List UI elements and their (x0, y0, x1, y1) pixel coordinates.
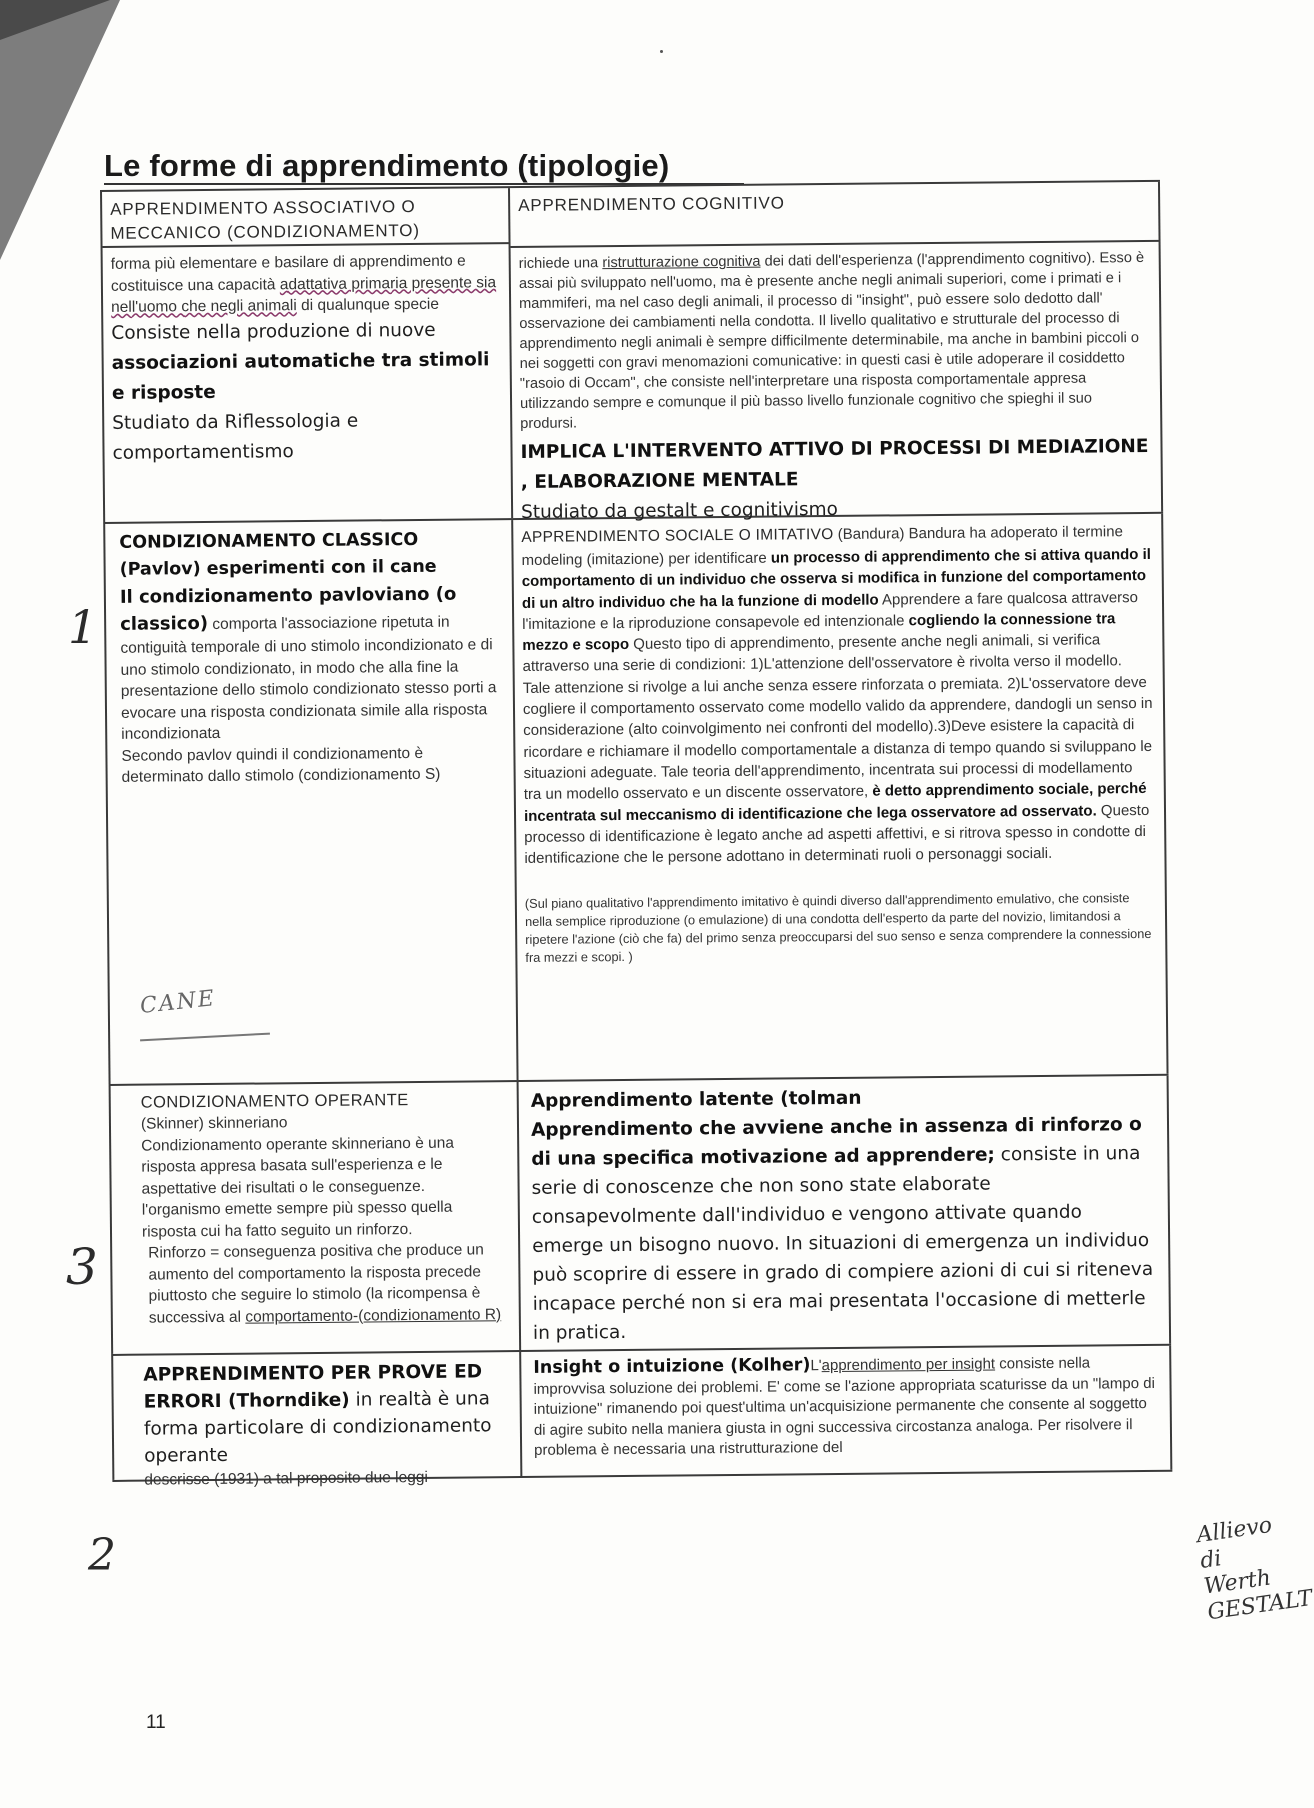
handwritten-cane: CANE (138, 986, 218, 1019)
scan-speck (660, 50, 663, 53)
handwritten-number-2: 2 (88, 1530, 116, 1581)
classico-text-1 (120, 580, 504, 745)
operante-heading: CONDIZIONAMENTO OPERANTE (140, 1091, 409, 1112)
handwritten-number-1: 1 (68, 600, 98, 654)
cell-insight (521, 1346, 1172, 1476)
insight-text-1u: apprendimento per insight (821, 1355, 996, 1375)
table-row (109, 1076, 1172, 1356)
header-cognitivo (510, 182, 1159, 248)
operante-text-1: (Skinner) skinneriano (140, 1114, 288, 1133)
sociale-bold-3: è detto apprendimento sociale, perché incentrata sul meccanismo di identificazione che lega osservatore ad osservato. (523, 780, 1147, 825)
cognitivo-text-1a: richiede una (518, 255, 603, 272)
operante-text-3 (142, 1239, 509, 1329)
cognitivo-text-2: IMPLICA L'INTERVENTO ATTIVO DI PROCESSI DI MEDIAZIONE , ELABORAZIONE MENTALE (520, 435, 1149, 493)
sociale-text-2: Apprendere a fare qualcosa attraverso l'imitazione e la riproduzione consapevole ed intenzionale (522, 588, 1139, 633)
heading-associativo: APPRENDIMENTO ASSOCIATIVO O MECCANICO (CONDIZIONAMENTO) (110, 196, 420, 243)
table-row (103, 514, 1168, 1086)
classico-bold-1: Il condizionamento pavloviano (o classico) (119, 583, 457, 635)
heading-cognitivo: APPRENDIMENTO COGNITIVO (518, 193, 785, 215)
latente-text (531, 1110, 1159, 1348)
cognitivo-text-1 (519, 248, 1151, 434)
classico-subheading: (Pavlov) esperimenti con il cane (119, 556, 437, 580)
operante-text-3-underlined: comportamento-(condizionamento R) (245, 1305, 502, 1326)
header-associativo (102, 188, 509, 248)
operante-text-2: Condizionamento operante skinneriano è una risposta appresa basata sull'esperienza e le aspettative dei risultati o le conseguenze. l'organismo emette sempre più spesso quella risposta cui ha fatto seguito un rinforzo. (141, 1134, 455, 1241)
latente-text-1: consiste in una serie di conoscenze che non sono state elaborate consapevolmente dall'individuo e vengono attivate quando emerge un bisogno nuovo. In situazioni di emergenza un individuo può scoprire di essere in grado di compiere azioni di cui si riteneva incapace perché non si era mai presentata l'occasione di metterle in pratica. (531, 1143, 1154, 1344)
page-number: 11 (146, 1712, 166, 1733)
learning-types-table (100, 180, 1172, 1489)
sociale-heading: APPRENDIMENTO SOCIALE O IMITATIVO (521, 525, 834, 546)
sociale-text (521, 520, 1154, 869)
insight-text (533, 1352, 1160, 1462)
associativo-text-2a: Consiste nella produzione di nuove (111, 319, 436, 344)
associativo-text-2b: associazioni automatiche tra stimoli e risposte (111, 348, 490, 404)
cell-operante (109, 1082, 522, 1354)
associativo-text-1b: adattativa primaria presente sia nell'uomo che negli animali (111, 273, 497, 316)
table-row (100, 180, 1163, 524)
cognitivo-text-1b: ristrutturazione cognitiva (602, 253, 761, 272)
cognitivo-text-3: Studiato da gestalt e cognitivismo (521, 498, 839, 523)
prove-errori-heading: APPRENDIMENTO PER PROVE ED ERRORI (Thorndike) (143, 1361, 483, 1413)
latente-heading: Apprendimento latente (tolman (530, 1087, 862, 1112)
scan-corner-dark (0, 0, 110, 40)
sociale-bold-1: un processo di apprendimento che si attiva quando il comportamento di un individuo che osserva si modifica in funzione del comportamento di un altro individuo che ha la funzione di modello (521, 545, 1151, 612)
prove-errori-text-2: descrisse (1931) a tal proposito due leggi (144, 1468, 428, 1489)
associativo-text-3: Studiato da Riflessologia e comportamentismo (112, 410, 359, 464)
cell-prove-errori (111, 1352, 522, 1489)
handwritten-margin-note: Allievo di Werth GESTALT (1195, 1512, 1314, 1626)
operante-text-3-body: Rinforzo = conseguenza positiva che produce un aumento del comportamento la risposta precede piuttosto che seguire lo stimolo (la ricompensa è successiva al (148, 1241, 484, 1327)
associativo-text-1c: di qualunque specie (296, 295, 440, 315)
classico-heading: CONDIZIONAMENTO CLASSICO (119, 529, 419, 553)
sociale-bold-2: cogliendo la connessione tra mezzo e scopo (522, 610, 1116, 655)
latente-bold-1: Apprendimento che avviene anche in assenza di rinforzo o di una specifica motivazione ad apprendere; (530, 1114, 1142, 1170)
prove-errori-text (143, 1358, 510, 1470)
classico-text-2: Secondo pavlov quindi il condizionamento è determinato dallo stimolo (condizionamento S) (121, 744, 441, 786)
prove-errori-text-1: in realtà è una forma particolare di condizionamento operante (143, 1388, 492, 1467)
associativo-text-1a: forma più elementare e basilare di apprendimento e costituisce una capacità (110, 252, 466, 295)
page-title: Le forme di apprendimento (tipologie) (104, 148, 670, 183)
associativo-text-1 (111, 250, 500, 318)
insight-text-1b: consiste nella improvvisa soluzione dei problemi. E' come se l'azione appropriata scaturisse da un "lampo di intuizione" rimanendo poi quest'ultima un'acquisizione permanente che consente al soggetto di agire subito nella maniera giusta in ogni successiva circostanza analoga. Per risolvere il problema è necessaria una ristrutturazione del (533, 1354, 1155, 1459)
classico-text-1-body: comporta l'associazione ripetuta in contiguità temporale di uno stimolo incondizionato e di uno stimolo condizionato, in modo che alla fine la presentazione dello stimolo condizionato stesso porti a evocare una risposta condizionata simile alla risposta incondizionata (120, 613, 497, 743)
sociale-text-1: (Bandura) Bandura ha adoperato il termine modeling (imitazione) per identificare (521, 523, 1123, 569)
cell-sociale (513, 514, 1168, 1080)
cell-associativo (100, 188, 513, 522)
table-row (111, 1346, 1172, 1489)
sociale-note: (Sul piano qualitativo l'apprendimento imitativo è quindi diverso dall'apprendimento emulativo, che consiste nella semplice riproduzione (o emulazione) di una condotta dell'esperto da parte del novizio, limitandosi a ripetere l'azione (ciò che fa) del primo senza preoccuparsi del suo senso e senza comprendere la connessione fra mezzi e scopi. ) (524, 890, 1152, 966)
cell-latente (519, 1076, 1172, 1350)
insight-heading: Insight o intuizione (Kolher) (533, 1355, 811, 1378)
insight-text-1a: L' (810, 1357, 822, 1375)
associativo-text-2 (111, 315, 500, 409)
sociale-text-4: Questo processo di identificazione è legato anche ad aspetti affettivi, e si ritrova spesso in condotte di identificazione che le persone adottano in determinati ruoli o personaggi sociali. (524, 801, 1150, 868)
cognitivo-text-1c: dei dati dell'esperienza (l'apprendimento cognitivo). Esso è assai più sviluppato nell'uomo, ma è presente anche negli animali superiori, come i primati e i mammiferi, ma nel caso degli animali, il processo di "insight", può essere solo dedotto dall' osservazione dei cambiamenti nella condotta. Il livello qualitativo e strutturale del processo di apprendimento negli animali è sempre difficilmente determinabile, ma anche in bambini piccoli o nei soggetti con gravi menomazioni comunicative: in questi casi è utile adoperare il cosiddetto "rasoio di Occam", che consiste nell'interpretare una risposta comportamentale appresa utilizzando sempre e comunque il più basso livello funzionale cognitivo che spieghi il suo prodursi. (518, 249, 1145, 432)
cell-cognitivo (510, 182, 1163, 523)
handwritten-number-3: 3 (66, 1238, 98, 1296)
sociale-text-3: Questo tipo di apprendimento, presente anche negli animali, si verifica attraverso una serie di condizioni: 1)L'attenzione dell'osservatore è rivolta verso il modello. Tale attenzione si rivolge a lui anche senza essere rinforzata o premiata. 2)L'osservatore deve cogliere il comportamento osservato come modello valido da apprendere, dandogli un senso in considerazione (alto coinvolgimento nei confronti del modello).3)Deve esistere la capacità di ricordare e richiamare il modello comportamentale a distanza di tempo quando si sviluppano le situazioni adeguate. Tale teoria dell'apprendimento, incentrata sui processi di modellamento tra un modello osservato e un discente osservatore, (522, 631, 1153, 804)
